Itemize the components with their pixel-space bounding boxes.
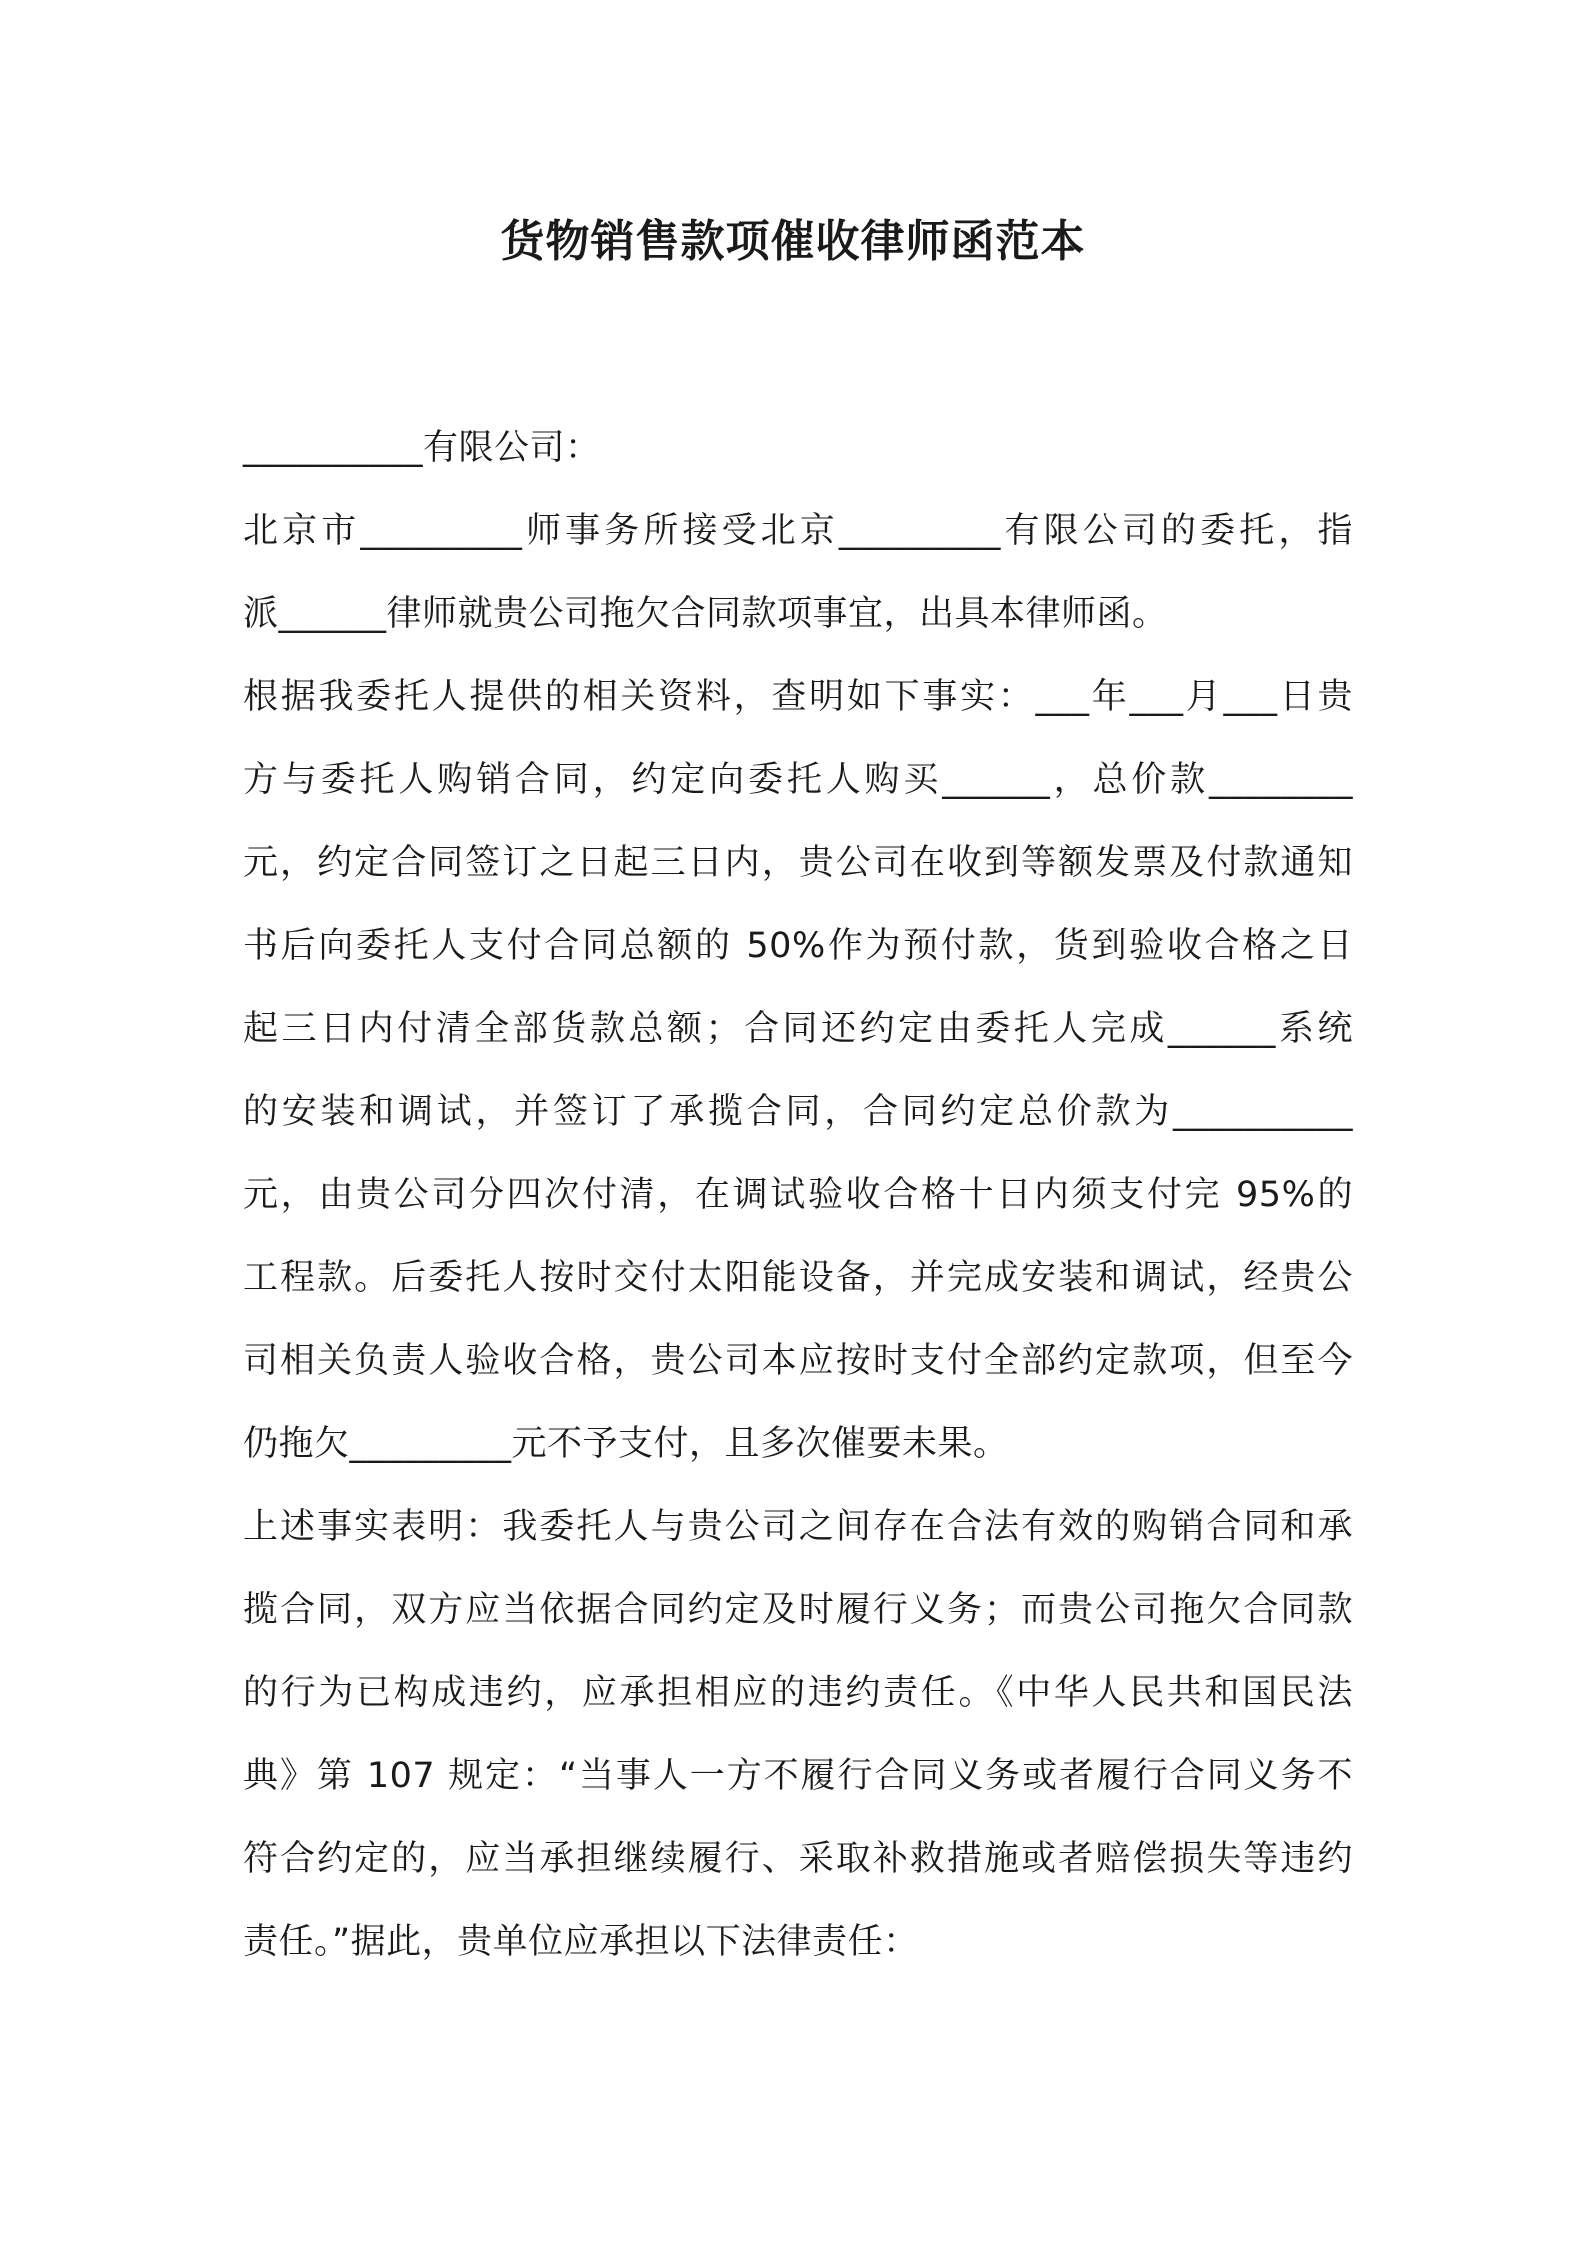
text-line: 起三日内付清全部货款总额；合同还约定由委托人完成______系统 bbox=[243, 1009, 1353, 1049]
text-line: 揽合同，双方应当依据合同约定及时履行义务；而贵公司拖欠合同款 bbox=[243, 1590, 1353, 1630]
text-line: __________有限公司： bbox=[243, 428, 601, 468]
text-line: 的安装和调试，并签订了承揽合同，合同约定总价款为__________ bbox=[243, 1092, 1353, 1132]
text-line: 派______律师就贵公司拖欠合同款项事宜，出具本律师函。 bbox=[243, 594, 1168, 634]
text-line: 根据我委托人提供的相关资料，查明如下事实：___年___月___日贵 bbox=[243, 677, 1353, 717]
text-line: 元，由贵公司分四次付清，在调试验收合格十日内须支付完 95%的 bbox=[243, 1175, 1353, 1215]
text-line: 元，约定合同签订之日起三日内，贵公司在收到等额发票及付款通知 bbox=[243, 843, 1353, 883]
text-line: 责任。”据此，贵单位应承担以下法律责任： bbox=[243, 1922, 919, 1962]
text-line: 的行为已构成违约，应承担相应的违约责任。《中华人民共和国民法 bbox=[243, 1673, 1353, 1713]
text-line: 方与委托人购销合同，约定向委托人购买______，总价款________ bbox=[243, 760, 1353, 800]
text-line: 北京市_________师事务所接受北京_________有限公司的委托，指 bbox=[243, 511, 1353, 551]
text-line: 上述事实表明：我委托人与贵公司之间存在合法有效的购销合同和承 bbox=[243, 1507, 1353, 1547]
text-line: 典》第 107 规定：“当事人一方不履行合同义务或者履行合同义务不 bbox=[243, 1756, 1353, 1796]
text-line: 仍拖欠_________元不予支付，且多次催要未果。 bbox=[243, 1424, 1009, 1464]
text-line: 司相关负责人验收合格，贵公司本应按时支付全部约定款项，但至今 bbox=[243, 1341, 1353, 1381]
text-line: 书后向委托人支付合同总额的 50%作为预付款，货到验收合格之日 bbox=[243, 926, 1353, 966]
document-title: 货物销售款项催收律师函范本 bbox=[500, 216, 1086, 267]
text-line: 符合约定的，应当承担继续履行、采取补救措施或者赔偿损失等违约 bbox=[243, 1839, 1353, 1879]
text-line: 工程款。后委托人按时交付太阳能设备，并完成安装和调试，经贵公 bbox=[243, 1258, 1353, 1298]
document-body bbox=[243, 407, 1353, 1984]
